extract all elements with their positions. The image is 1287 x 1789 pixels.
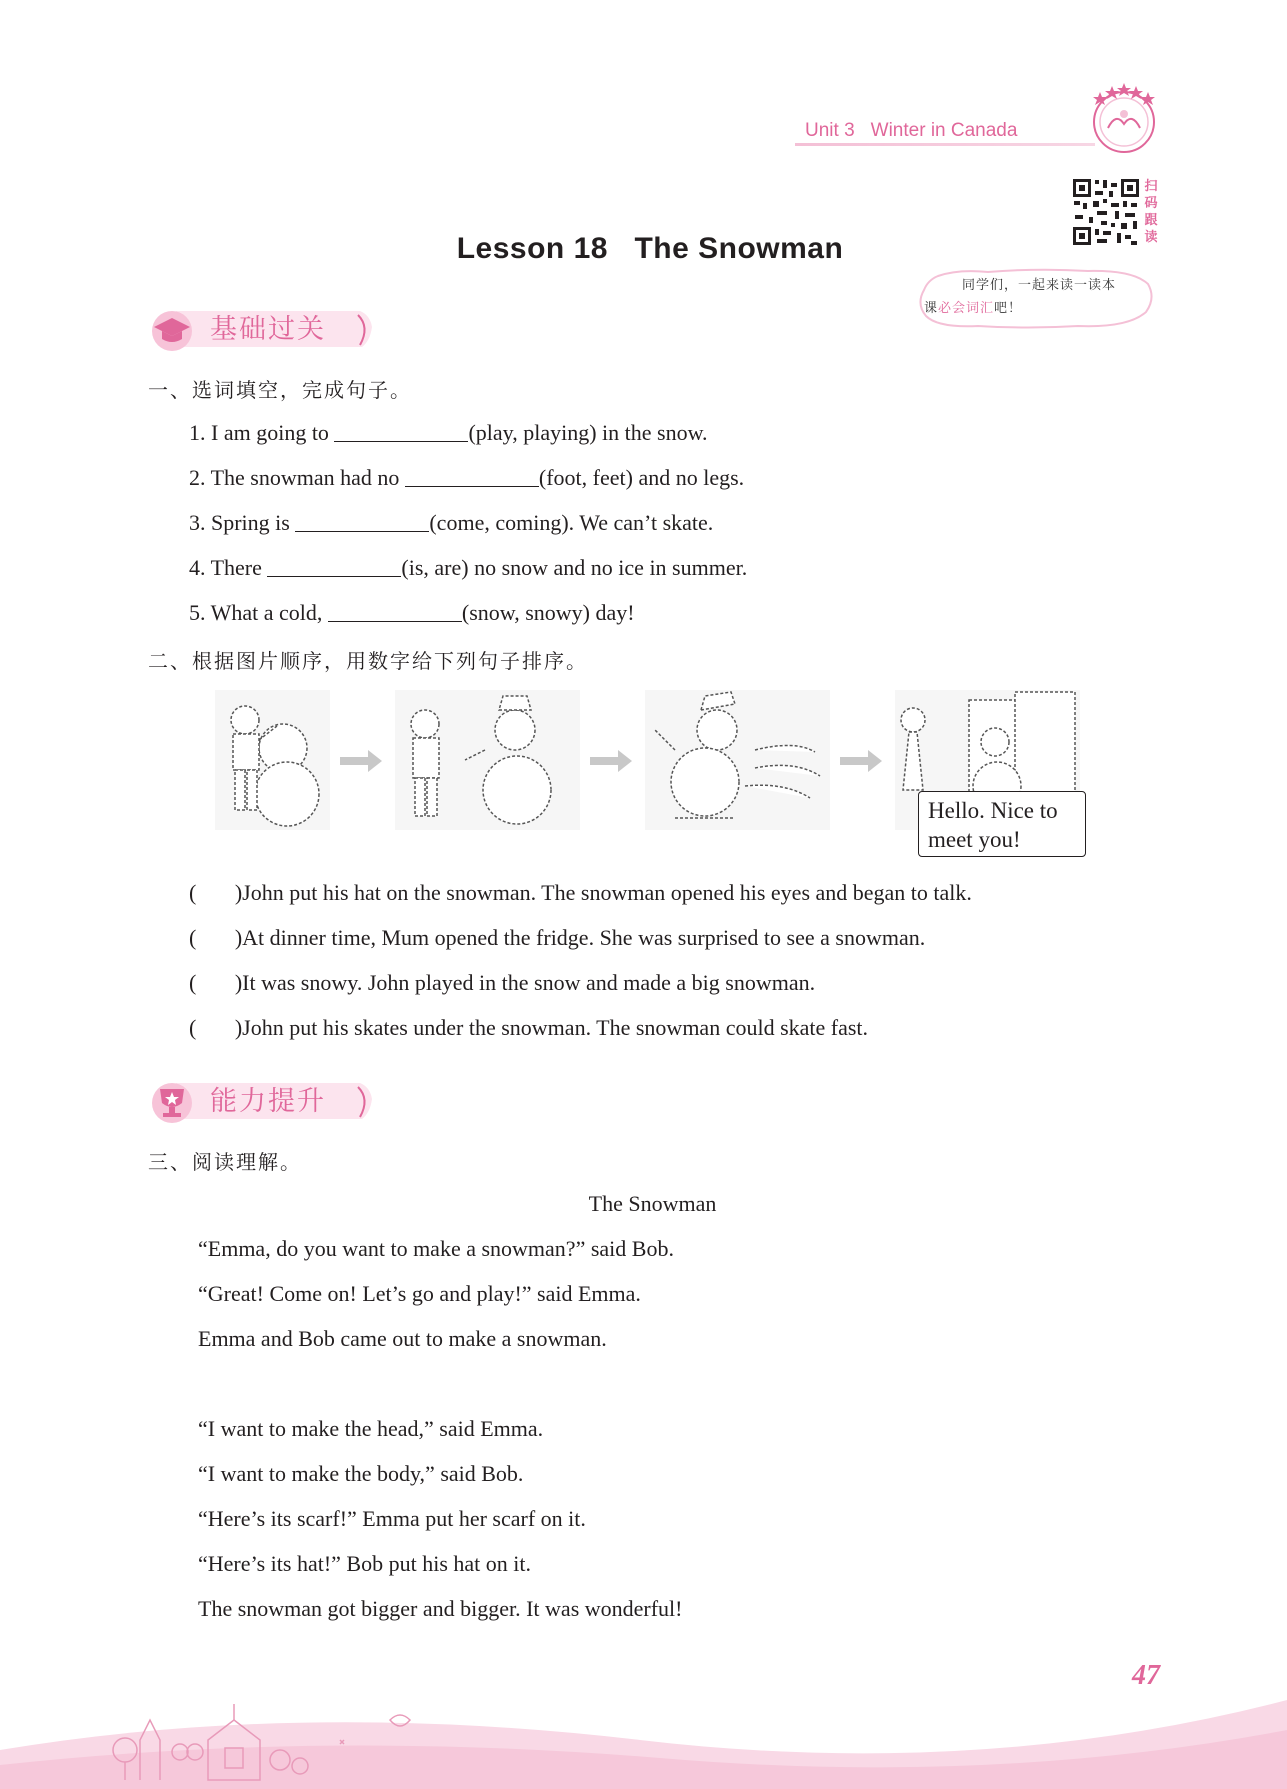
- item-text: It was snowy. John played in the snow and made a big snowman.: [242, 970, 816, 995]
- page-number: 47: [1132, 1660, 1160, 1691]
- item-options: (snow, snowy) day!: [461, 600, 635, 625]
- reading-line: “Emma, do you want to make a snowman?” said Bob.: [198, 1236, 674, 1261]
- badge-label: 能力提升: [210, 1086, 326, 1117]
- reading-line: The snowman got bigger and bigger. It was wonderful!: [198, 1596, 683, 1621]
- fill-blank-item: [189, 509, 713, 537]
- order-bracket[interactable]: ( ): [189, 925, 243, 950]
- bubble-line2-pre: 课: [924, 301, 939, 316]
- bubble-line1: 同学们，一起来读一读本: [962, 278, 1117, 293]
- picture-snowman-skating: [645, 690, 830, 830]
- arrow-right-icon: [840, 750, 882, 772]
- question-1-heading: 一、选词填空，完成句子。: [148, 378, 412, 402]
- reading-line: “Here’s its hat!” Bob put his hat on it.: [198, 1551, 531, 1576]
- section-badge-basics: [146, 303, 376, 353]
- question-3-heading: 三、阅读理解。: [148, 1150, 302, 1174]
- reading-title: The Snowman: [588, 1191, 717, 1216]
- item-text: 3. Spring is: [189, 510, 296, 535]
- bubble-line2-highlight: 必会词汇: [938, 301, 995, 316]
- qr-label-char: 码: [1144, 196, 1158, 211]
- ordering-item: [189, 879, 972, 907]
- order-bracket[interactable]: ( ): [189, 1015, 243, 1040]
- unit-title: Winter in Canada: [870, 120, 1018, 141]
- bubble-text: [924, 274, 1144, 320]
- unit-header: [805, 120, 1017, 142]
- answer-blank[interactable]: [334, 423, 468, 442]
- order-bracket[interactable]: ( ): [189, 880, 243, 905]
- item-text: John put his hat on the snowman. The snowman opened his eyes and began to talk.: [242, 880, 972, 905]
- fill-blank-item: [189, 599, 635, 627]
- qr-label-char: 读: [1144, 230, 1158, 245]
- answer-blank[interactable]: [405, 468, 539, 487]
- qr-label-char: 扫: [1144, 179, 1158, 194]
- answer-blank[interactable]: [328, 603, 462, 622]
- section-badge-ability: [146, 1075, 376, 1125]
- fill-blank-item: [189, 464, 744, 492]
- reading-line: “Here’s its scarf!” Emma put her scarf on it.: [198, 1506, 586, 1531]
- item-text: 4. There: [189, 555, 268, 580]
- unit-number: Unit 3: [805, 120, 855, 141]
- publisher-logo-icon: [1086, 78, 1162, 158]
- reading-line: “I want to make the body,” said Bob.: [198, 1461, 524, 1486]
- picture-boy-building-snowman: [215, 690, 330, 830]
- item-options: (come, coming). We can’t skate.: [429, 510, 714, 535]
- item-text: 2. The snowman had no: [189, 465, 405, 490]
- arrow-right-icon: [340, 750, 382, 772]
- order-bracket[interactable]: ( ): [189, 970, 243, 995]
- question-2-heading: 二、根据图片顺序，用数字给下列句子排序。: [148, 649, 588, 673]
- badge-label: 基础过关: [210, 314, 326, 345]
- item-options: (is, are) no snow and no ice in summer.: [401, 555, 748, 580]
- item-text: John put his skates under the snowman. The snowman could skate fast.: [242, 1015, 869, 1040]
- ordering-item: [189, 924, 925, 952]
- item-text: 1. I am going to: [189, 420, 335, 445]
- speech-line: Hello. Nice to: [928, 798, 1058, 823]
- item-options: (play, playing) in the snow.: [468, 420, 708, 445]
- bubble-line2-post: 吧！: [994, 301, 1023, 316]
- reading-line: “Great! Come on! Let’s go and play!” said Emma.: [198, 1281, 641, 1306]
- qr-label-char: 跟: [1144, 213, 1158, 228]
- item-text: 5. What a cold,: [189, 600, 328, 625]
- item-text: At dinner time, Mum opened the fridge. She was surprised to see a snowman.: [242, 925, 926, 950]
- speech-line: meet you!: [928, 827, 1021, 852]
- arrow-right-icon: [590, 750, 632, 772]
- ordering-item: [189, 1014, 868, 1042]
- answer-blank[interactable]: [267, 558, 401, 577]
- fill-blank-item: [189, 419, 708, 447]
- item-options: (foot, feet) and no legs.: [538, 465, 745, 490]
- fill-blank-item: [189, 554, 747, 582]
- lesson-title: Lesson 18 The Snowman: [456, 232, 844, 265]
- reading-line: “I want to make the head,” said Emma.: [198, 1416, 544, 1441]
- answer-blank[interactable]: [295, 513, 429, 532]
- speech-bubble: [918, 791, 1086, 857]
- footer-decoration: [0, 1640, 1287, 1789]
- reading-line: Emma and Bob came out to make a snowman.: [198, 1326, 607, 1351]
- picture-boy-with-snowman-hat: [395, 690, 580, 830]
- ordering-item: [189, 969, 815, 997]
- header-rule: [795, 143, 1095, 146]
